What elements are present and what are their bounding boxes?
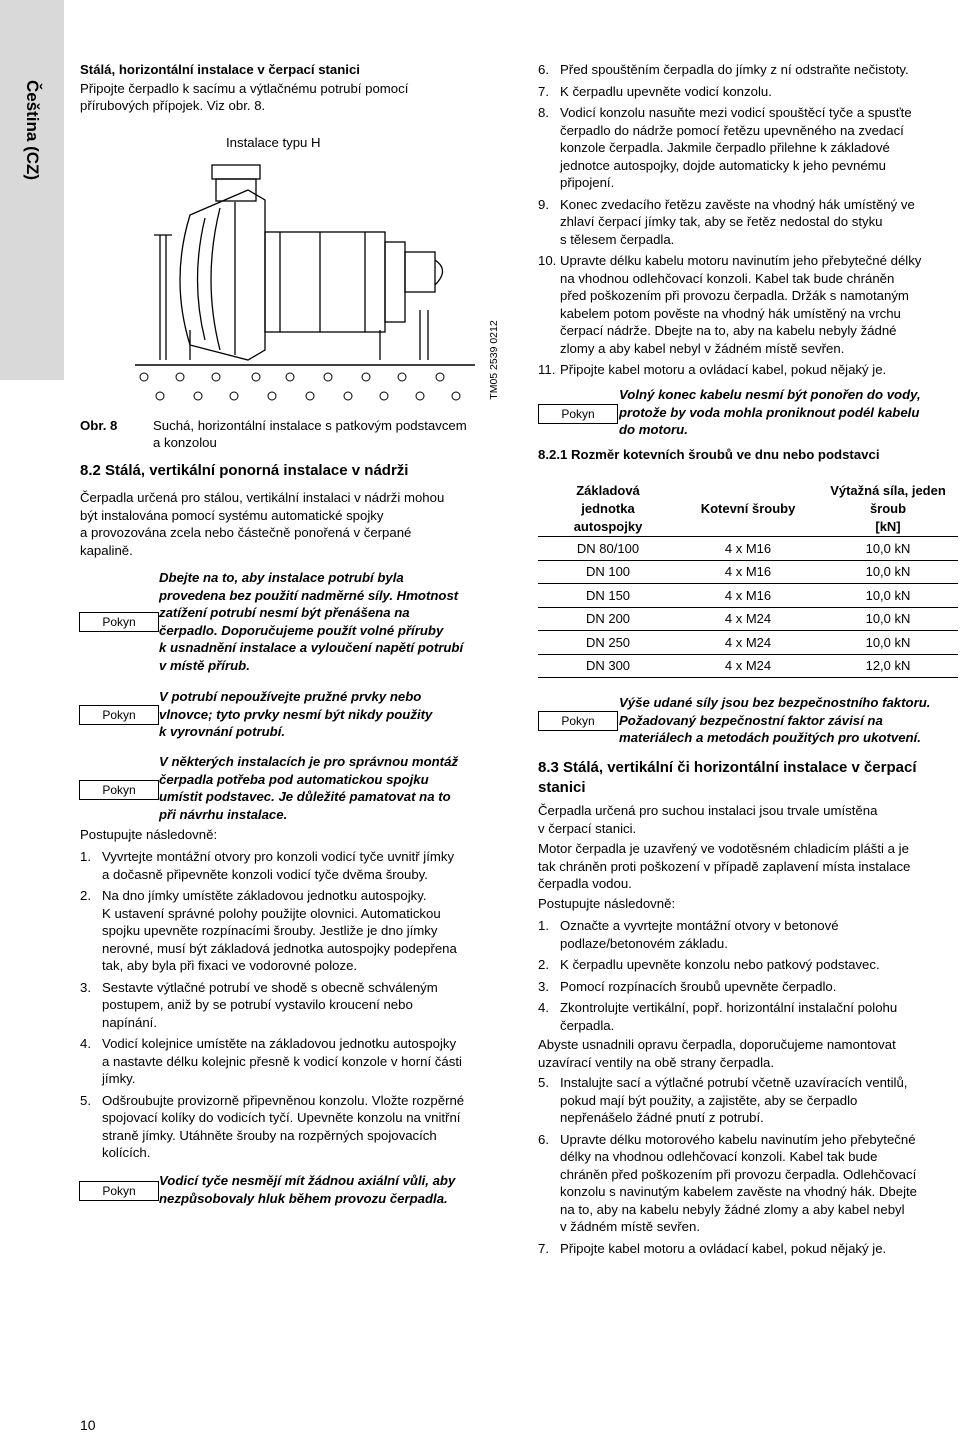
list-item: 11. Připojte kabel motoru a ovládací kabel, pokud nějaký je. xyxy=(538,362,887,377)
proceed-text: Postupujte následovně: xyxy=(538,896,676,911)
list-item: 7. Připojte kabel motoru a ovládací kabel, pokud nějaký je. xyxy=(538,1240,887,1256)
note-badge: Pokyn xyxy=(79,1181,159,1201)
note-text xyxy=(619,386,921,439)
language-tab xyxy=(0,0,64,380)
note-line: čerpadla potřeba pod automatickou spojku xyxy=(159,771,429,787)
note-line: čerpadlo. Doporučujeme použít volné příruby xyxy=(159,622,444,638)
right-steps-list xyxy=(538,61,958,383)
list-item: 5. Odšroubujte provizorně připevněnou konzolu. Vložte rozpěrné spojovací kolíky do vodicích tyčí. Upevněte konzolu na vnitřní straně jímky. Utáhněte šrouby na rozpěrných spojovacích kolících. xyxy=(80,1092,465,1160)
list-item: 1. Označte a vyvrtejte montážní otvory v betonové podlaze/betonovém základu. xyxy=(538,918,839,951)
section-heading-8-2: 8.2 Stálá, vertikální ponorná instalace v nádrži xyxy=(80,462,409,479)
note-line: protože by voda mohla proniknout podél kabelu xyxy=(619,404,920,420)
section-body-line-3: a provozována zcela nebo částečně ponořená v čerpané xyxy=(80,525,412,540)
section-heading-8-3 xyxy=(538,758,917,798)
intro-line-2: přírubových přípojek. Viz obr. 8. xyxy=(80,98,266,113)
list-item: 10. Upravte délku kabelu motoru navinutím jeho přebytečné délky na vhodnou odlehčovací konzoli. Kabel tak bude chráněn před poškozením při provozu čerpadla. Držák s namotaným kabelem potom pověste na vhodný hák umístěný na vrchu čerpací nádrže. Dbejte na to, aby na kabelu nebyly žádné zlomy a aby kabel nebyl v žádném místě sevřen. xyxy=(538,253,922,356)
note-line: materiálech a metodách použitých pro ukotvení. xyxy=(619,730,921,745)
note-text xyxy=(159,569,463,674)
anchor-bolts-table xyxy=(538,482,958,678)
note-text xyxy=(619,694,930,747)
note-line: Volný konec kabelu nesmí být ponořen do vody, xyxy=(619,387,921,402)
table-heading: 8.2.1 Rozměr kotevních šroubů ve dnu nebo podstavci xyxy=(538,447,880,462)
paragraph: Čerpadla určená pro suchou instalaci jsou trvale umístěna v čerpací stanici. xyxy=(538,803,878,836)
proceed-text: Postupujte následovně: xyxy=(80,827,218,842)
note-line: v místě přírub. xyxy=(159,657,250,673)
right-steps-list-2 xyxy=(538,917,958,1038)
table-header: Výtažná síla, jeden šroub [kN] xyxy=(818,482,958,537)
figure-label: Obr. 8 xyxy=(80,418,118,433)
list-item: 4. Zkontrolujte vertikální, popř. horizontální instalační polohu čerpadla. xyxy=(538,1000,898,1033)
note-line: zatížení potrubí nesmí být přenášena na xyxy=(159,605,410,620)
table-row: DN 100 4 x M16 10,0 kN xyxy=(538,560,958,584)
figure-code: TM05 2539 0212 xyxy=(488,320,500,400)
paragraph: Motor čerpadla je uzavřený ve vodotěsném chladicím plášti a je tak chráněn proti poškození v případě zaplavení místa instalace čerpadla vodou. xyxy=(538,841,911,891)
page-number: 10 xyxy=(80,1417,96,1433)
intro-line-1: Připojte čerpadlo k sacímu a výtlačnému potrubí pomocí xyxy=(80,81,409,96)
note-line: k vyrovnání potrubí. xyxy=(159,724,286,739)
note-line: Dbejte na to, aby instalace potrubí byla xyxy=(159,570,404,585)
note-line: vlnovce; tyto prvky nesmí být nikdy použity xyxy=(159,706,433,722)
list-item: 5. Instalujte sací a výtlačné potrubí včetně uzavíracích ventilů, pokud mají být použity, a zajistěte, aby se čerpadlo nepřenášelo žádné pnutí z potrubí. xyxy=(538,1075,908,1125)
list-item: 4. Vodicí kolejnice umístěte na základovou jednotku autospojky a nastavte délku kolejnic přesně k vodicí konzole v horní části jímky. xyxy=(80,1036,462,1086)
right-steps-list-3 xyxy=(538,1074,958,1261)
section-heading-line: 8.3 Stálá, vertikální či horizontální instalace v čerpací xyxy=(538,759,917,776)
figure-caption-line-1: Suchá, horizontální instalace s patkovým podstavcem xyxy=(153,418,467,433)
note-text xyxy=(159,1172,455,1207)
note-line: nezpůsobovaly hluk během provozu čerpadla. xyxy=(159,1190,448,1206)
list-item: 3. Sestavte výtlačné potrubí ve shodě s obecně schváleným postupem, aniž by se potrubí vystavilo kroucení nebo napínání. xyxy=(80,979,438,1030)
note-badge: Pokyn xyxy=(79,612,159,632)
section-heading-line: stanici xyxy=(538,779,586,796)
list-item: 3. Pomocí rozpínacích šroubů upevněte čerpadlo. xyxy=(538,978,837,994)
left-steps-list xyxy=(80,848,500,1166)
table-row: DN 200 4 x M24 10,0 kN xyxy=(538,607,958,631)
list-item: 2. Na dno jímky umístěte základovou jednotku autospojky. K ustavení správné polohy použijte olovnici. Automatickou spojku upevněte rozpínacími šrouby. Jestliže je dno jímky nerovné, musí být základová jednotka autospojky podepřena tak, aby byla při fixaci ve vodorovné poloze. xyxy=(80,888,457,973)
figure-caption-line-2: a konzolou xyxy=(153,435,217,450)
table-row: DN 250 4 x M24 10,0 kN xyxy=(538,631,958,655)
note-line: umístit podstavec. Je důležité pamatovat na to xyxy=(159,789,451,804)
list-item: 6. Před spouštěním čerpadla do jímky z ní odstraňte nečistoty. xyxy=(538,62,909,77)
table-header-row xyxy=(538,482,958,537)
section-body-line-2: být instalována pomocí systému automatické spojky xyxy=(80,508,384,523)
note-line: do motoru. xyxy=(619,422,688,437)
section-body-line-1: Čerpadla určená pro stálou, vertikální instalaci v nádrži mohou xyxy=(80,490,445,505)
list-item: 1. Vyvrtejte montážní otvory pro konzoli vodicí tyče uvnitř jímky a dočasně připevněte konzoli vodicí tyče dvěma šrouby. xyxy=(80,849,455,882)
list-item: 8. Vodicí konzolu nasuňte mezi vodicí spouštěcí tyče a spusťte čerpadlo do nádrže pomocí řetězu upevněného na zvedací konzole čerpadla. Jakmile čerpadlo přilehne k základové jednotce autospojky, dojde automaticky k jeho pevnému připojení. xyxy=(538,105,912,190)
note-line: V některých instalacích je pro správnou montáž xyxy=(159,754,459,769)
note-badge: Pokyn xyxy=(538,404,618,424)
figure-code-holder xyxy=(488,320,504,400)
table-row: DN 150 4 x M16 10,0 kN xyxy=(538,584,958,608)
figure-title: Instalace typu H xyxy=(226,135,321,150)
note-line: V potrubí nepoužívejte pružné prvky nebo xyxy=(159,689,422,704)
table-header: Základová jednotka autospojky xyxy=(538,482,678,537)
note-line: Požadovaný bezpečnostní faktor závisí na xyxy=(619,712,883,728)
note-badge: Pokyn xyxy=(79,780,159,800)
intro-title: Stálá, horizontální instalace v čerpací stanici xyxy=(80,62,360,77)
pump-installation-figure xyxy=(130,160,480,410)
list-item: 2. K čerpadlu upevněte konzolu nebo patkový podstavec. xyxy=(538,957,880,972)
paragraph: Abyste usnadnili opravu čerpadla, doporučujeme namontovat uzavírací ventily na obě strany čerpadla. xyxy=(538,1037,896,1070)
note-line: Vodicí tyče nesmějí mít žádnou axiální vůli, aby xyxy=(159,1173,456,1188)
note-text xyxy=(159,753,458,823)
note-line: k usnadnění instalace a vyloučení napětí potrubí xyxy=(159,640,464,655)
section-body-line-4: kapalině. xyxy=(80,543,133,558)
note-badge: Pokyn xyxy=(79,705,159,725)
note-text xyxy=(159,688,432,741)
list-item: 6. Upravte délku motorového kabelu navinutím jeho přebytečné délky na vhodnou odlehčovací konzoli. Kabel tak bude chráněn před poškozením při provozu čerpadla. Odlehčovací konzolu s navinutým kabelem zavěste na vhodný hák. Dbejte na to, aby na kabelu nebyly žádné zlomy a aby kabel nebyl v žádném místě sevřen. xyxy=(538,1131,917,1234)
language-label: Čeština (CZ) xyxy=(23,79,42,181)
table-header: Kotevní šrouby xyxy=(678,482,818,537)
table-row: DN 80/100 4 x M16 10,0 kN xyxy=(538,537,958,561)
note-badge: Pokyn xyxy=(538,711,618,731)
table-row: DN 300 4 x M24 12,0 kN xyxy=(538,654,958,678)
list-item: 7. K čerpadlu upevněte vodicí konzolu. xyxy=(538,83,772,99)
list-item: 9. Konec zvedacího řetězu zavěste na vhodný hák umístěný ve zhlaví čerpací jímky tak, aby se řetěz nedostal do styku s tělesem čerpadla. xyxy=(538,196,915,247)
note-line: Výše udané síly jsou bez bezpečnostního faktoru. xyxy=(619,695,931,710)
note-line: při návrhu instalace. xyxy=(159,806,288,822)
note-line: provedena bez použití nadměrné síly. Hmotnost xyxy=(159,587,459,603)
